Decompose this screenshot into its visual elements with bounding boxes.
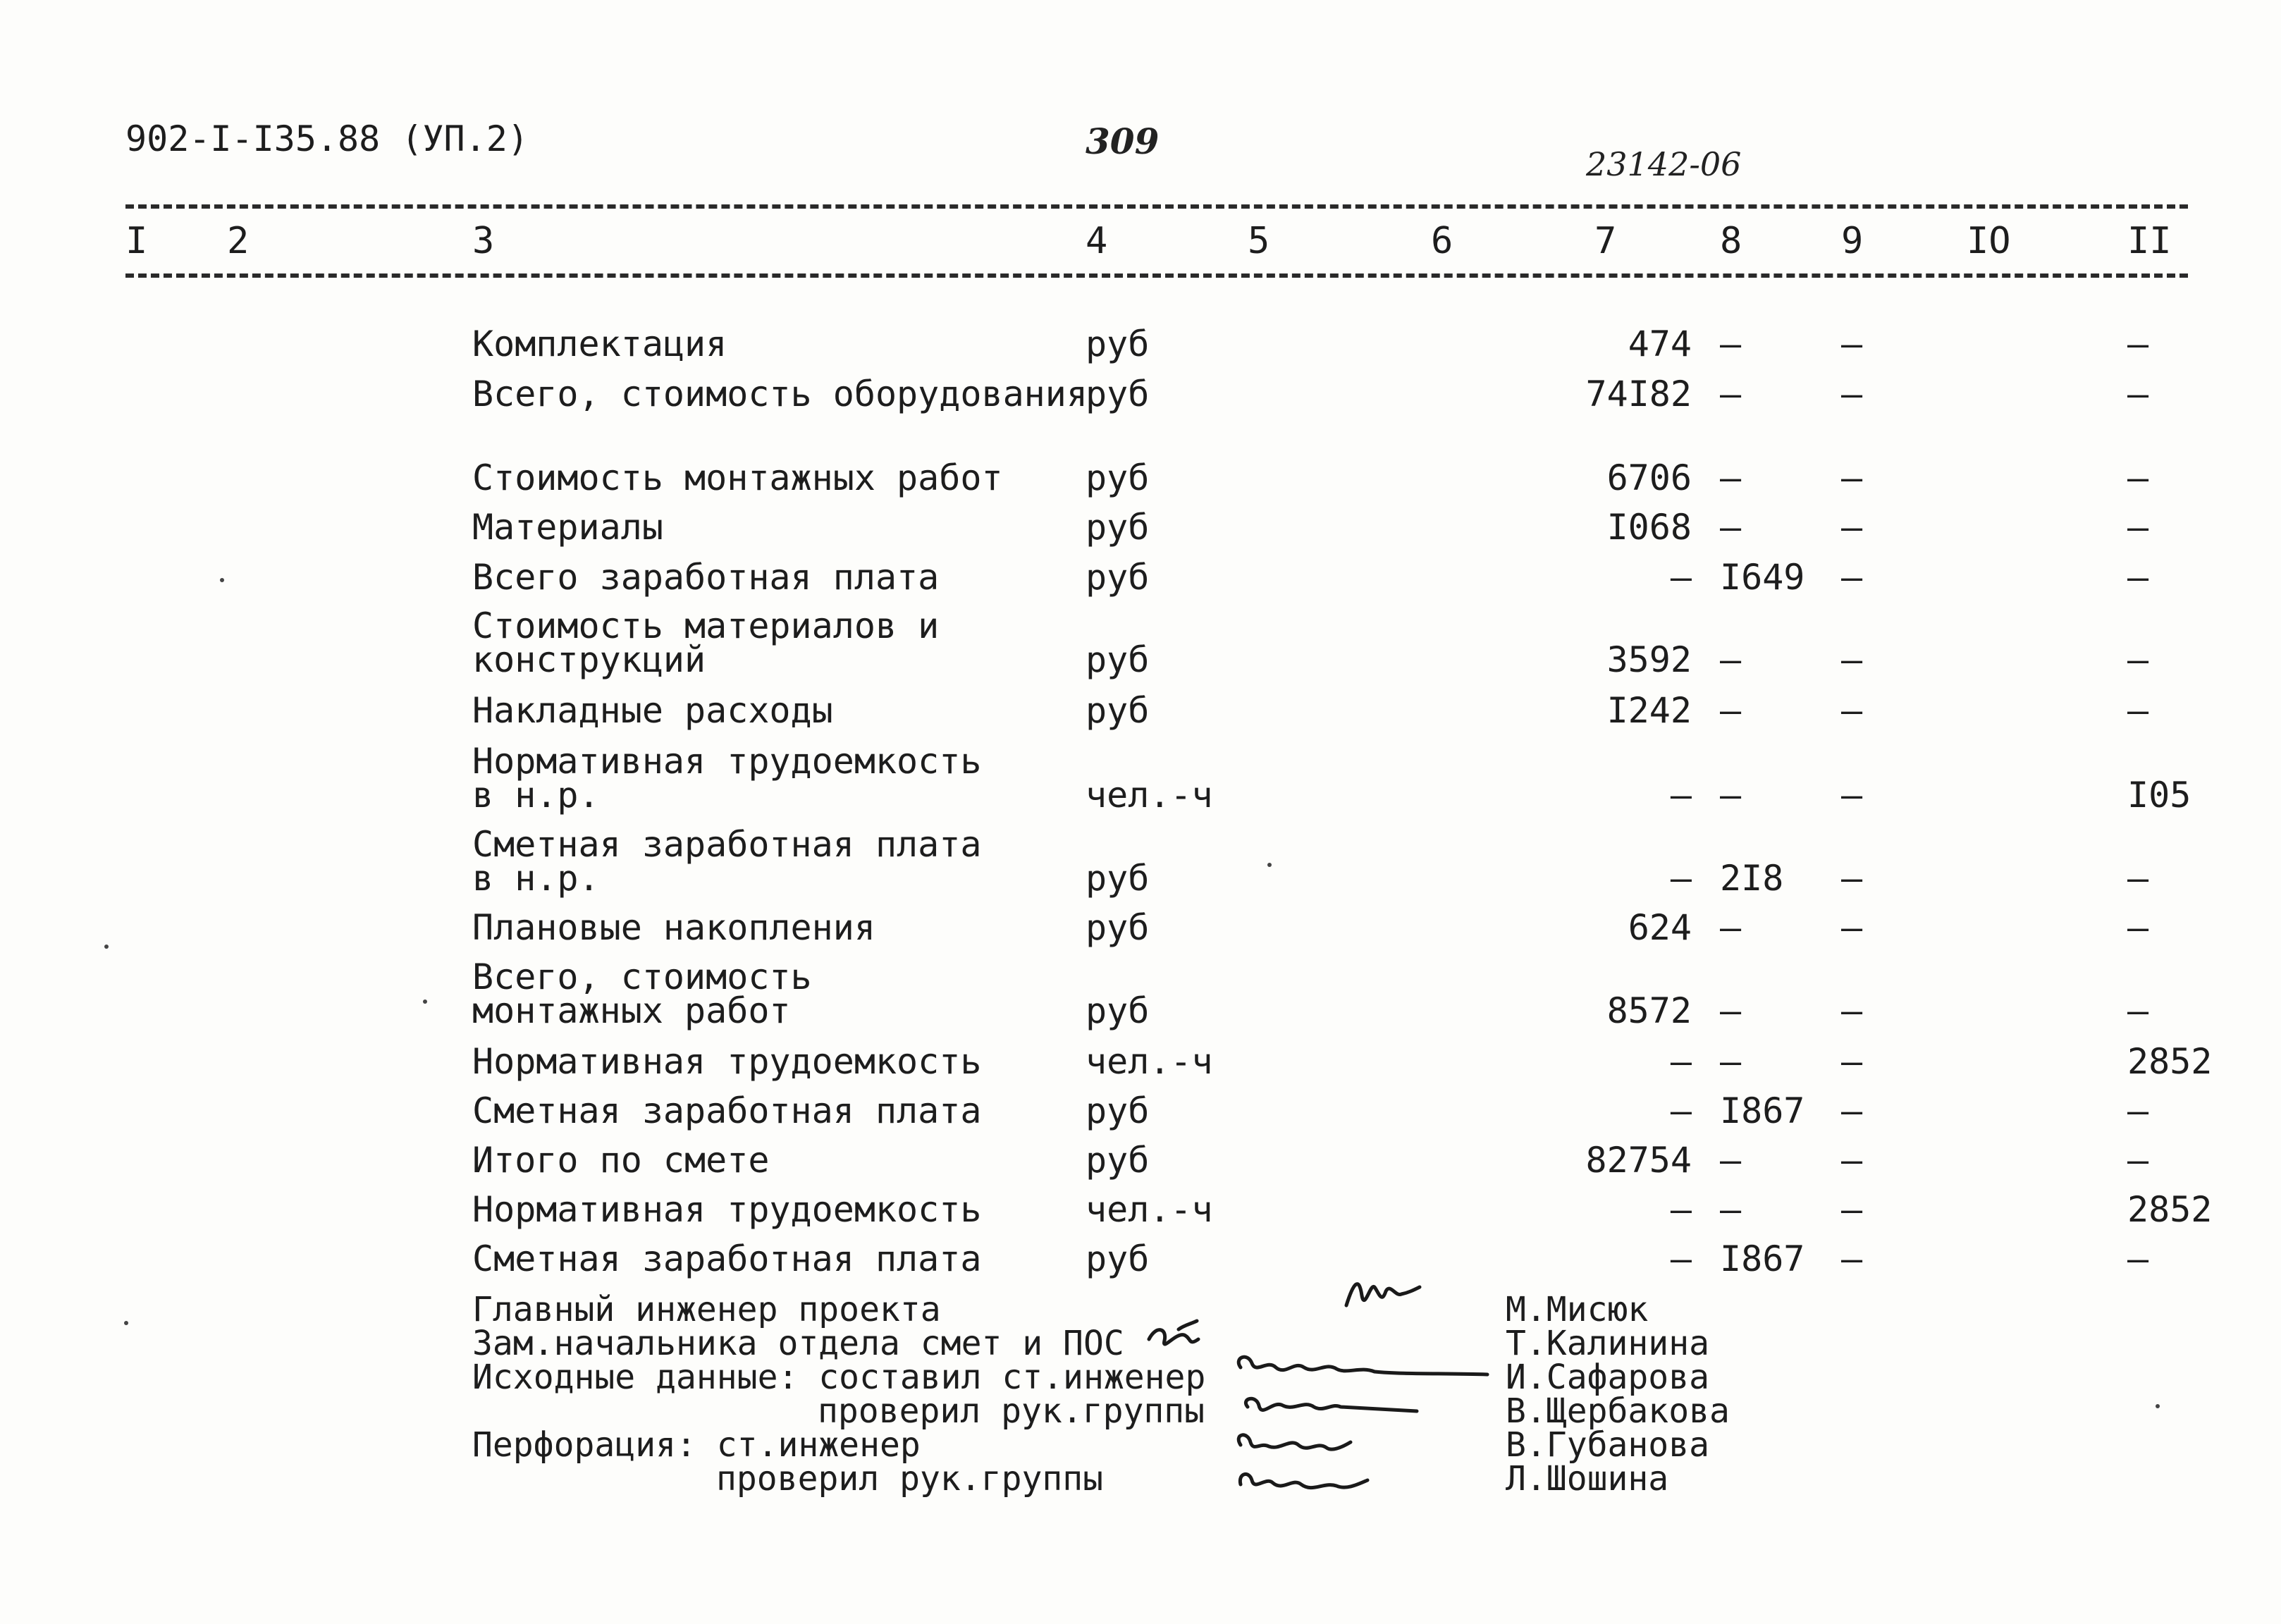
row-value-col9: – <box>1841 1189 1863 1230</box>
perforation-checked-name: Л.Шошина <box>1506 1459 1669 1499</box>
chief-engineer-name: М.Мисюк <box>1506 1290 1649 1329</box>
row-value-col8: – <box>1720 1189 1742 1230</box>
row-name: Всего, стоимость монтажных работ <box>472 956 812 1031</box>
column-number: 7 <box>1594 220 1617 262</box>
row-value-col8: – <box>1720 1041 1742 1082</box>
page-number: 309 <box>1086 121 1160 162</box>
row-unit: руб <box>1086 1090 1150 1131</box>
row-name: Стоимость монтажных работ <box>472 457 1003 498</box>
row-value-col11: – <box>2127 1090 2149 1131</box>
row-name: Сметная заработная плата в н.р. <box>472 824 982 899</box>
row-value-col11: – <box>2127 990 2149 1031</box>
row-value-col11: – <box>2127 907 2149 948</box>
document-code: 902-I-I35.88 (УП.2) <box>125 118 529 159</box>
column-number: 9 <box>1841 220 1864 262</box>
column-number: 8 <box>1720 220 1742 262</box>
row-value-col7: 474 <box>1628 324 1692 364</box>
row-value-col8: – <box>1720 990 1742 1031</box>
row-value-col8: – <box>1720 507 1742 548</box>
row-name: Материалы <box>472 507 663 548</box>
row-value-col9: – <box>1841 690 1863 731</box>
row-name: Нормативная трудоемкость <box>472 1189 982 1230</box>
header-rule-bottom <box>125 273 2188 278</box>
row-value-col9: – <box>1841 507 1863 548</box>
column-number: 4 <box>1086 220 1108 262</box>
row-value-col7: – <box>1670 557 1692 598</box>
row-unit: руб <box>1086 690 1150 731</box>
row-value-col8: I867 <box>1720 1238 1805 1279</box>
column-number: II <box>2127 220 2172 262</box>
scan-speck <box>124 1321 128 1325</box>
row-value-col9: – <box>1841 858 1863 899</box>
row-value-col8: – <box>1720 907 1742 948</box>
row-value-col7: – <box>1670 775 1692 816</box>
deputy-name: Т.Калинина <box>1506 1324 1709 1363</box>
row-unit: руб <box>1086 457 1150 498</box>
row-unit: руб <box>1086 507 1150 548</box>
row-unit: руб <box>1086 990 1150 1031</box>
row-name: Плановые накопления <box>472 907 875 948</box>
row-value-col11: – <box>2127 1238 2149 1279</box>
column-number: 6 <box>1431 220 1453 262</box>
row-value-col8: – <box>1720 639 1742 680</box>
source-compiled-name: И.Сафарова <box>1506 1358 1709 1397</box>
row-unit: руб <box>1086 1140 1150 1181</box>
deputy-label: Зам.начальника отдела смет и ПОС <box>472 1324 1124 1363</box>
row-value-col11: – <box>2127 324 2149 364</box>
row-value-col11: 2852 <box>2127 1041 2213 1082</box>
row-value-col7: 82754 <box>1585 1140 1692 1181</box>
row-name: Сметная заработная плата <box>472 1090 982 1131</box>
row-value-col11: – <box>2127 639 2149 680</box>
source-compiled-label: Исходные данные: составил ст.инженер <box>472 1358 1206 1397</box>
row-unit: чел.-ч <box>1086 1041 1213 1082</box>
row-value-col7: 624 <box>1628 907 1692 948</box>
row-unit: руб <box>1086 557 1150 598</box>
row-value-col8: – <box>1720 1140 1742 1181</box>
row-value-col9: – <box>1841 775 1863 816</box>
chief-engineer-label: Главный инженер проекта <box>472 1290 941 1329</box>
row-value-col8: – <box>1720 775 1742 816</box>
row-value-col9: – <box>1841 374 1863 414</box>
row-value-col7: I242 <box>1606 690 1692 731</box>
row-value-col11: – <box>2127 457 2149 498</box>
scan-speck <box>1267 863 1272 867</box>
row-unit: руб <box>1086 374 1150 414</box>
column-number: IO <box>1967 220 2011 262</box>
row-value-col7: – <box>1670 1041 1692 1082</box>
header-rule-top <box>125 204 2188 209</box>
row-value-col9: – <box>1841 639 1863 680</box>
row-value-col9: – <box>1841 557 1863 598</box>
row-value-col7: 6706 <box>1606 457 1692 498</box>
row-value-col11: – <box>2127 858 2149 899</box>
row-value-col11: – <box>2127 690 2149 731</box>
column-number: I <box>125 220 148 262</box>
row-value-col7: – <box>1670 1238 1692 1279</box>
column-number: 2 <box>227 220 250 262</box>
row-value-col9: – <box>1841 907 1863 948</box>
row-unit: руб <box>1086 639 1150 680</box>
row-value-col7: 8572 <box>1606 990 1692 1031</box>
row-unit: руб <box>1086 907 1150 948</box>
row-value-col8: I867 <box>1720 1090 1805 1131</box>
row-value-col9: – <box>1841 990 1863 1031</box>
column-number: 5 <box>1248 220 1270 262</box>
row-value-col7: – <box>1670 1189 1692 1230</box>
row-unit: руб <box>1086 858 1150 899</box>
row-value-col11: – <box>2127 374 2149 414</box>
row-value-col8: I649 <box>1720 557 1805 598</box>
row-name: Всего заработная плата <box>472 557 940 598</box>
row-name: Стоимость материалов и конструкций <box>472 605 940 680</box>
row-value-col11: – <box>2127 507 2149 548</box>
row-value-col7: 3592 <box>1606 639 1692 680</box>
row-value-col7: – <box>1670 1090 1692 1131</box>
row-value-col9: – <box>1841 324 1863 364</box>
row-value-col9: – <box>1841 457 1863 498</box>
row-value-col9: – <box>1841 1090 1863 1131</box>
scan-speck <box>423 999 427 1004</box>
row-value-col8: – <box>1720 324 1742 364</box>
row-value-col11: I05 <box>2127 775 2191 816</box>
row-name: Нормативная трудоемкость <box>472 1041 982 1082</box>
row-unit: чел.-ч <box>1086 1189 1213 1230</box>
row-unit: руб <box>1086 324 1150 364</box>
row-value-col8: 2I8 <box>1720 858 1784 899</box>
row-value-col8: – <box>1720 690 1742 731</box>
perforation-label: Перфорация: ст.инженер <box>472 1425 921 1465</box>
row-value-col9: – <box>1841 1140 1863 1181</box>
row-value-col9: – <box>1841 1238 1863 1279</box>
row-name: Сметная заработная плата <box>472 1238 982 1279</box>
row-value-col9: – <box>1841 1041 1863 1082</box>
perforation-checked-label: проверил рук.группы <box>716 1459 1104 1499</box>
row-name: Накладные расходы <box>472 690 833 731</box>
row-name: Итого по смете <box>472 1140 770 1181</box>
row-value-col11: 2852 <box>2127 1189 2213 1230</box>
row-value-col11: – <box>2127 557 2149 598</box>
scan-speck <box>104 945 109 949</box>
row-value-col7: – <box>1670 858 1692 899</box>
row-name: Комплектация <box>472 324 727 364</box>
row-value-col8: – <box>1720 457 1742 498</box>
row-unit: чел.-ч <box>1086 775 1213 816</box>
row-unit: руб <box>1086 1238 1150 1279</box>
column-number: 3 <box>472 220 495 262</box>
row-name: Нормативная трудоемкость в н.р. <box>472 741 982 816</box>
row-value-col7: 74I82 <box>1585 374 1692 414</box>
row-name: Всего, стоимость оборудования <box>472 374 1088 414</box>
scan-speck <box>220 578 224 582</box>
row-value-col7: I068 <box>1606 507 1692 548</box>
perforation-name: В.Губанова <box>1506 1425 1709 1465</box>
handwritten-code: 23142-06 <box>1586 145 1742 183</box>
row-value-col11: – <box>2127 1140 2149 1181</box>
row-value-col8: – <box>1720 374 1742 414</box>
source-checked-name: В.Щербакова <box>1506 1391 1730 1431</box>
scan-speck <box>2156 1404 2160 1408</box>
handwritten-signatures <box>1135 1262 1501 1515</box>
source-checked-label: проверил рук.группы <box>818 1391 1205 1431</box>
